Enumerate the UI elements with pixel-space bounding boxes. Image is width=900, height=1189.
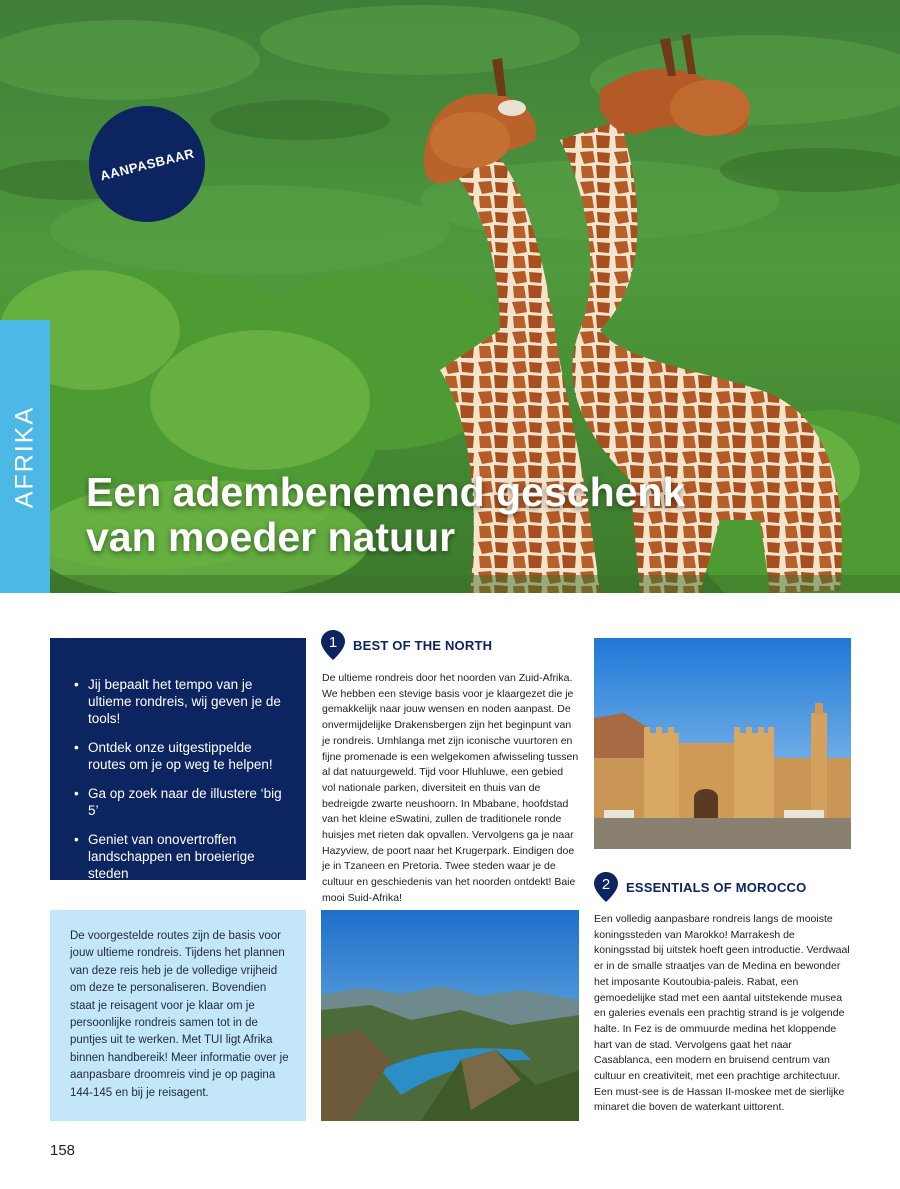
section-2-body: Een volledig aanpasbare rondreis langs de mooiste koningssteden van Marokko! Marrakesh de koningsstad bij uitstek hoeft geen introductie. Verdwaal er in de smalle straatjes van de Medina en bewonder het imposante Koutoubia-paleis. Rabat, een gemoedelijke stad met een aantal uitstekende musea en galeries evenals een prachtig strand is je volgende halte. In Fez is de ommuurde medina het kloppende hart van de stad. Vervolgens gaat het naar Casablanca, een modern en bruisend centrum van cultuur en creativiteit, met een prachtige architectuur. Een must-see is de Hassan II-moskee met de sierlijke minaret die boven de waterkant uittorent. xyxy=(594,913,850,1114)
features-box xyxy=(50,638,306,880)
customizable-badge xyxy=(89,106,205,222)
page-title xyxy=(86,470,685,560)
feature-item: • Ga op zoek naar de illustere ‘big 5’ xyxy=(74,785,292,819)
region-tab xyxy=(0,320,50,593)
info-box xyxy=(50,910,306,1121)
headline-line-1: Een adembenemend geschenk xyxy=(86,469,686,515)
feature-item: • Geniet van onovertroffen landschappen en broeierige steden xyxy=(74,831,292,882)
section-1-number: 1 xyxy=(328,634,338,651)
map-pin-icon xyxy=(321,630,345,660)
feature-item: • Jij bepaalt het tempo van je ultieme rondreis, wij geven je de tools! xyxy=(74,676,292,727)
feature-item: • Ontdek onze uitgestippelde routes om je op weg te helpen! xyxy=(74,739,292,773)
map-pin-icon xyxy=(594,872,618,902)
canyon-photo xyxy=(321,910,579,1121)
badge-label: AANPASBAAR xyxy=(98,145,196,183)
info-text: De voorgestelde routes zijn de basis voor jouw ultieme rondreis. Tijdens het plannen van deze reis heb je de volledige vrijheid om deze te personaliseren. Bovendien staat je reisagent voor je klaar om je persoonlijke rondreis samen tot in de puntjes uit te werken. Met TUI ligt Afrika binnen handbereik! Meer informatie over je aanpasbare droomreis vind je op pagina 144-145 en bij je reisagent. xyxy=(70,930,289,1099)
section-1-header xyxy=(321,630,492,660)
page-number: 158 xyxy=(50,1142,76,1159)
features-list xyxy=(74,676,292,882)
section-1-title: BEST OF THE NORTH xyxy=(353,637,493,653)
morocco-photo xyxy=(594,638,851,849)
region-label: AFRIKA xyxy=(10,405,39,508)
section-1-body: De ultieme rondreis door het noorden van Zuid-Afrika. We hebben een stevige basis voor je klaargezet die je gemakkelijk naar jouw wensen en noden aanpast. De onvermijdelijke Drakensbergen zijn het beginpunt van je rondreis. Umhlanga met zijn iconische vuurtoren en fijne promenade is een welgekomen afwisseling tussen al dat natuurgeweld. Tijd voor Hluhluwe, een gebied vol nationale parken, diversiteit en thuis van de bedreigde zwarte neushoorn. In Mbabane, hoofdstad van het kleine eSwatini, zullen de traditionele ronde huisjes met rieten dak opvallen. Vervolgens ga je naar Hazyview, de poort naar het Krugerpark. Eindigen doe je in Tzaneen en Pretoria. Twee steden waar je de cultuur en geschiedenis van het noorden ontdekt! Baie mooi Suid-Afrika! xyxy=(322,672,579,904)
section-2-number: 2 xyxy=(601,876,611,893)
section-2-header xyxy=(594,872,806,902)
headline-line-2: van moeder natuur xyxy=(86,514,456,560)
section-2-title: ESSENTIALS OF MOROCCO xyxy=(626,879,807,895)
